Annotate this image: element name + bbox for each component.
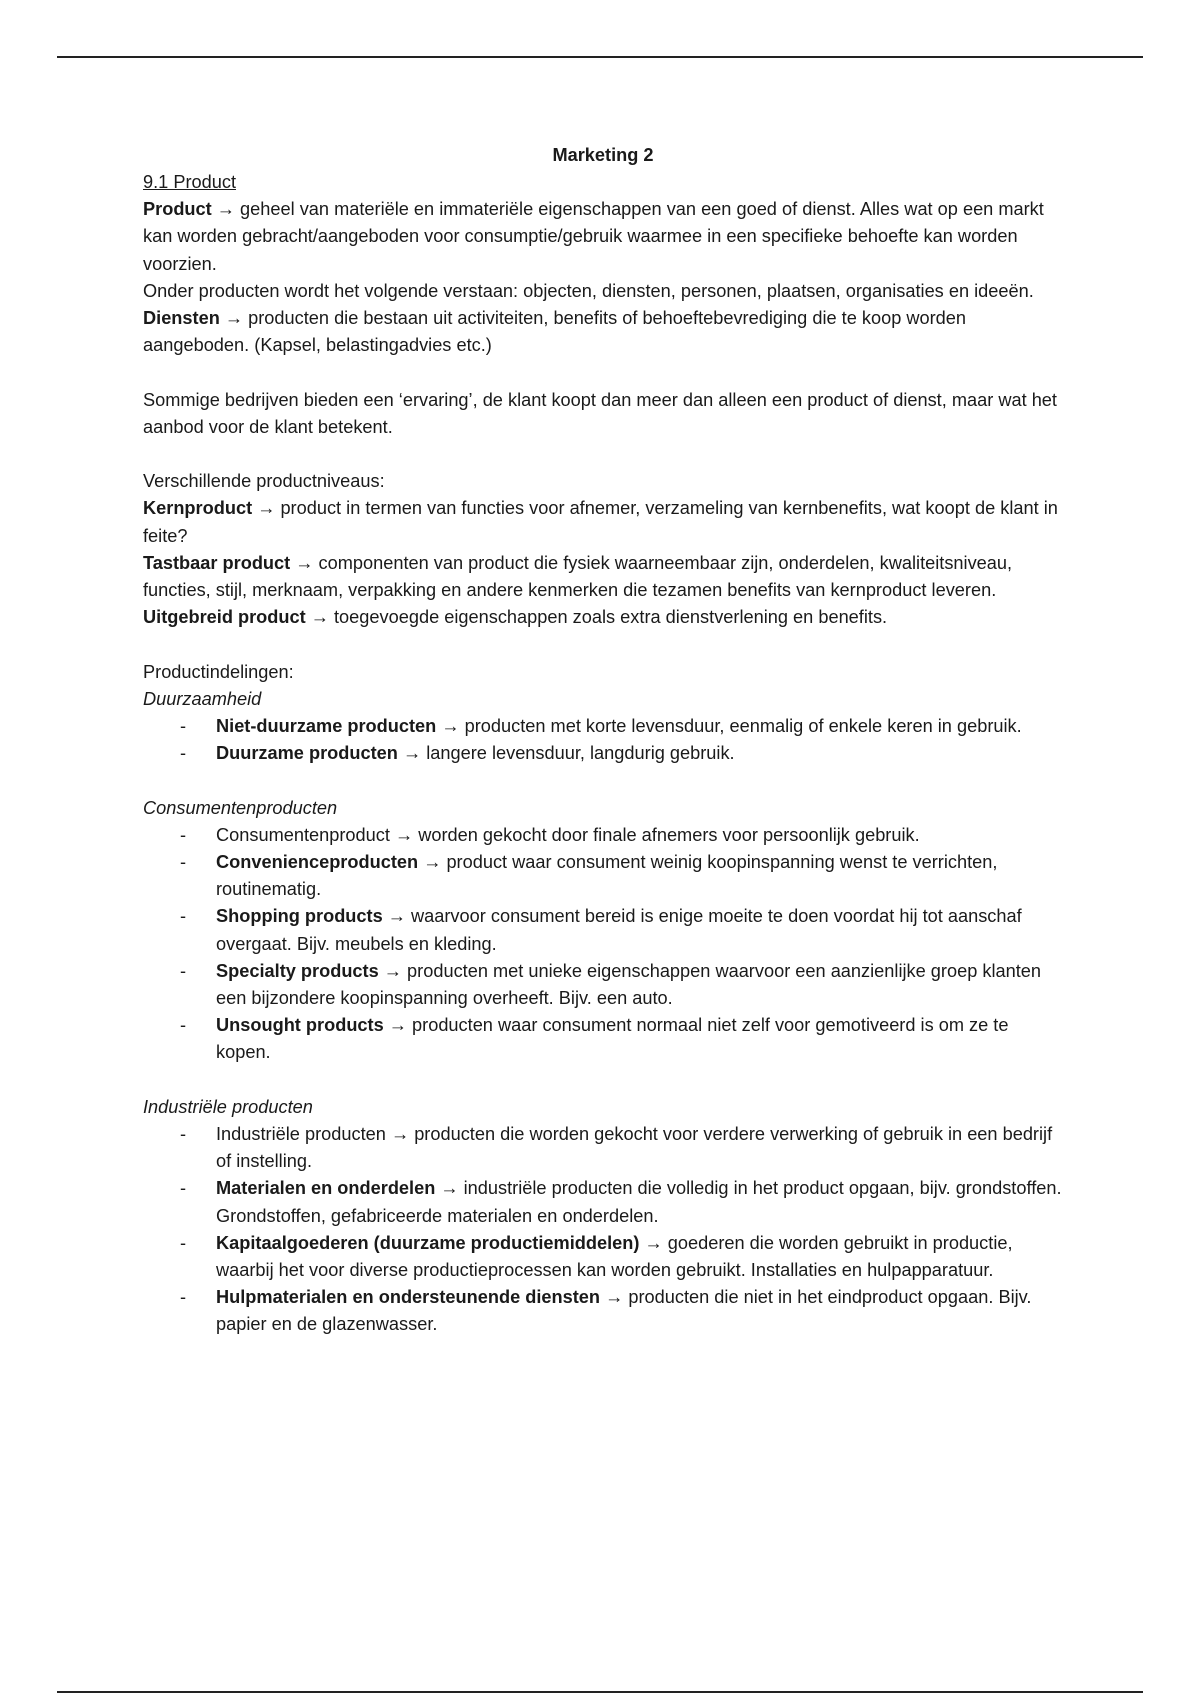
header-rule	[57, 56, 1143, 58]
spacer	[143, 441, 1063, 468]
level-term: Tastbaar product	[143, 552, 291, 573]
list-item	[216, 849, 1063, 903]
arrow-icon: →	[440, 1178, 459, 1199]
arrow-icon: →	[216, 199, 235, 220]
industrial-list	[143, 1121, 1063, 1339]
item-term: Shopping products	[216, 906, 383, 927]
list-item	[216, 1175, 1063, 1229]
item-text: producten waar consument normaal niet zelf voor gemotiveerd is om ze te kopen.	[216, 1015, 1009, 1063]
document-title: Marketing 2	[552, 145, 654, 165]
durability-list	[143, 713, 1063, 767]
definition-diensten	[143, 305, 1063, 359]
arrow-icon: →	[224, 308, 244, 329]
industrial-heading: Industriële producten	[143, 1096, 313, 1117]
arrow-icon: →	[423, 852, 442, 873]
level-term: Uitgebreid product	[143, 607, 306, 628]
levels-heading: Verschillende productniveaus:	[143, 471, 385, 492]
item-term: Hulpmaterialen en ondersteunende diensten	[216, 1287, 601, 1308]
item-term: Niet-duurzame producten	[216, 716, 437, 737]
level-tastbaar-product	[143, 550, 1063, 604]
definition-text: producten die bestaan uit activiteiten, benefits of behoeftebevrediging die te koop worden aangeboden. (Kapsel, belastingadvies etc.)	[143, 308, 967, 356]
item-text: producten met unieke eigenschappen waarvoor een aanzienlijke groep klanten een bijzondere koopinspanning overheeft. Bijv. een auto.	[216, 960, 1042, 1009]
item-term: Convenienceproducten	[216, 852, 419, 873]
item-term: Materialen en onderdelen	[216, 1178, 436, 1199]
arrow-icon: →	[644, 1232, 663, 1253]
arrow-icon: →	[402, 743, 422, 764]
arrow-icon: →	[441, 716, 460, 737]
definition-term: Product	[143, 199, 212, 220]
classifications-heading: Productindelingen:	[143, 661, 294, 682]
spacer	[143, 631, 1063, 658]
item-term: Unsought products	[216, 1015, 384, 1036]
producten-intro: Onder producten wordt het volgende verstaan: objecten, diensten, personen, plaatsen, organisaties en ideeën.	[143, 280, 1034, 301]
consumer-heading: Consumentenproducten	[143, 797, 338, 818]
definition-product	[143, 196, 1063, 278]
arrow-icon: →	[310, 607, 329, 628]
item-text: product waar consument weinig koopinspanning wenst te verrichten, routinematig.	[216, 852, 998, 900]
arrow-icon: →	[387, 906, 406, 927]
definition-text: geheel van materiële en immateriële eigenschappen van een goed of dienst. Alles wat op een markt kan worden gebracht/aangeboden voor consumptie/gebruik waarmee in een specifieke behoefte kan worden voorzien.	[143, 199, 1044, 274]
list-item	[216, 958, 1063, 1012]
level-uitgebreid-product	[143, 604, 1063, 631]
item-term: Duurzame producten	[216, 743, 398, 764]
list-item	[216, 903, 1063, 957]
consumer-list	[143, 822, 1063, 1067]
arrow-icon: →	[383, 960, 402, 981]
item-term: Industriële producten	[216, 1124, 386, 1145]
item-text: waarvoor consument bereid is enige moeite te doen voordat hij tot aanschaf overgaat. Bijv. meubels en kleding.	[216, 906, 1022, 954]
item-text: goederen die worden gebruikt in productie, waarbij het voor diverse productieprocessen kan worden gebruikt. Installaties en hulpapparatuur.	[216, 1232, 1013, 1281]
list-item	[216, 740, 1063, 767]
item-term: Consumentenproduct	[216, 824, 390, 845]
item-text: producten die niet in het eindproduct opgaan. Bijv. papier en de glazenwasser.	[216, 1287, 1032, 1335]
definition-term: Diensten	[143, 308, 220, 329]
item-term: Kapitaalgoederen (duurzame productiemiddelen)	[216, 1232, 640, 1253]
level-kernproduct	[143, 495, 1063, 549]
item-text: industriële producten die volledig in het product opgaan, bijv. grondstoffen. Grondstoffen, gefabriceerde materialen en onderdelen.	[216, 1178, 1062, 1226]
list-item	[216, 713, 1063, 740]
spacer	[143, 1067, 1063, 1094]
level-text: toegevoegde eigenschappen zoals extra dienstverlening en benefits.	[334, 607, 888, 628]
spacer	[143, 359, 1063, 386]
list-item	[216, 1012, 1063, 1066]
level-text: product in termen van functies voor afnemer, verzameling van kernbenefits, wat koopt de klant in feite?	[143, 498, 1058, 546]
item-text: worden gekocht door finale afnemers voor persoonlijk gebruik.	[418, 824, 920, 845]
durability-heading: Duurzaamheid	[143, 688, 262, 709]
arrow-icon: →	[257, 498, 276, 519]
list-item	[216, 1121, 1063, 1175]
ervaring-paragraph: Sommige bedrijven bieden een ‘ervaring’, de klant koopt dan meer dan alleen een product of dienst, maar wat het aanbod voor de klant betekent.	[143, 389, 1057, 437]
spacer	[143, 767, 1063, 794]
arrow-icon: →	[394, 824, 414, 845]
list-item	[216, 1284, 1063, 1338]
item-text: producten die worden gekocht voor verdere verwerking of gebruik in een bedrijf of instelling.	[216, 1124, 1053, 1172]
item-text: producten met korte levensduur, eenmalig of enkele keren in gebruik.	[464, 716, 1022, 737]
list-item	[216, 1230, 1063, 1284]
section-heading: 9.1 Product	[143, 172, 237, 192]
arrow-icon: →	[605, 1287, 624, 1308]
level-text: componenten van product die fysiek waarneembaar zijn, onderdelen, kwaliteitsniveau, functies, stijl, merknaam, verpakking en andere kenmerken die tezamen benefits van kernproduct leveren.	[143, 552, 1013, 601]
item-term: Specialty products	[216, 960, 379, 981]
arrow-icon: →	[388, 1015, 407, 1036]
arrow-icon: →	[295, 552, 314, 573]
document-page	[143, 142, 1063, 1339]
item-text: langere levensduur, langdurig gebruik.	[426, 743, 735, 764]
arrow-icon: →	[390, 1124, 410, 1145]
footer-rule	[57, 1691, 1143, 1693]
level-term: Kernproduct	[143, 498, 253, 519]
list-item	[216, 822, 1063, 849]
